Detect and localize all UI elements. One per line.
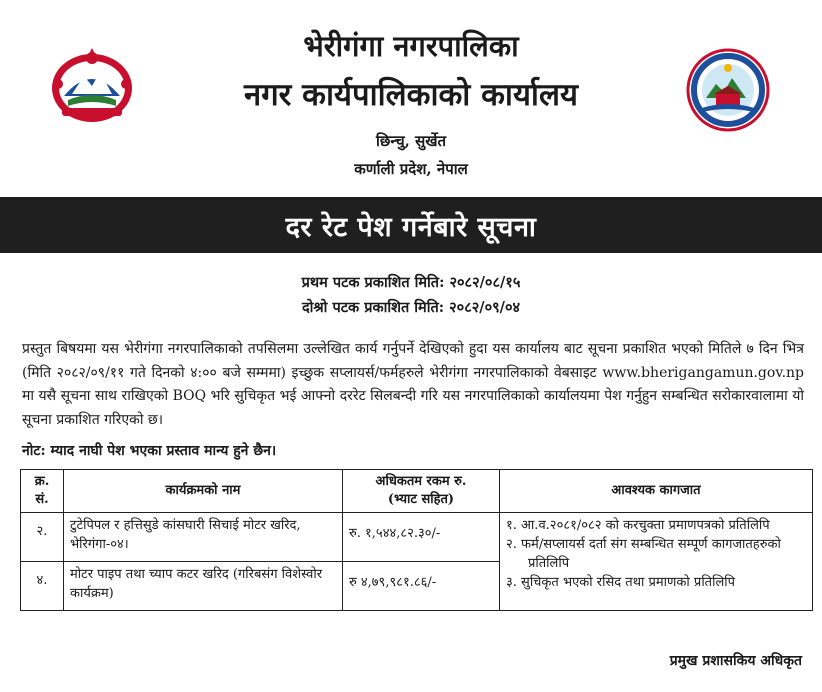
- notice-body: प्रस्तुत बिषयमा यस भेरीगंगा नगरपालिकाको तपसिलमा उल्लेखित कार्य गर्नुपर्ने देखिएको हुदा यस कार्यालय बाट सूचना प्रकाशित भएको मितिले ७ दिन भित्र (मिति २०८२/०९/११ गते दिनको ४:०० बजे सम्ममा) इच्छुक सप्लायर्स/फर्महरुले भेरीगंगा नगरपालिकाको वेबसाइट www.bherigangamun.gov.np मा यसै सूचना साथ राखिएको BOQ भरि सुचिकृत भई आफ्नो दररेट सिलबन्दी गरि यस नगरपालिकाको कार्यालयमा पेश गर्नुहुन सम्बन्धित सरोकारवालामा यो सूचना प्रकाशित गरिएको छ।: [22, 341, 804, 428]
- bheriganga-municipality-seal-icon: [686, 48, 770, 132]
- row-program-name: टुटेपिपल र हत्तिसुडे कांसघारी सिचाई मोटर खरिद, भेरिगंगा-०४।: [64, 513, 343, 562]
- row-serial: [21, 562, 64, 611]
- row-amount-text: रु ४,७९,९८१.८६/-: [349, 575, 437, 590]
- row-serial: [21, 513, 64, 562]
- office-province: कर्णाली प्रदेश, नेपाल: [354, 160, 468, 178]
- notice-note: नोट: म्याद नाघी पेश भएका प्रस्ताव मान्य हुने छैन।: [22, 443, 277, 459]
- notice-title: दर रेट पेश गर्नेबारे सूचना: [285, 211, 537, 243]
- table-header-row: [21, 470, 813, 513]
- header-program-name: कार्यक्रमको नाम: [64, 470, 343, 513]
- header-max-amount-sub: (भ्याट सहित): [387, 492, 455, 507]
- second-publication-date: दोश्रो पटक प्रकाशित मिति: २०८२/०९/०४: [301, 299, 521, 316]
- required-documents-list: [506, 516, 806, 592]
- row-program-name: मोटर पाइप तथा च्याप कटर खरिद (गरिबसंग विशेस्वोर कार्यक्रम): [64, 562, 343, 611]
- row-amount-text: रु. १,५४४,८२.३०/-: [349, 526, 441, 541]
- row-serial-text: ४.: [36, 573, 48, 588]
- row-serial-text: २.: [36, 524, 48, 539]
- document-item: ३. सुचिकृत भएको रसिद तथा प्रमाणको प्रतिलिपि: [506, 575, 736, 590]
- office-name: नगर कार्यपालिकाको कार्यालय: [244, 77, 578, 113]
- row-amount: [343, 562, 500, 611]
- row-amount: [343, 513, 500, 562]
- document-item: १. आ.व.२०८१/०८२ को करचुक्ता प्रमाणपत्रको प्रतिलिपि: [506, 518, 770, 533]
- header-max-amount-title: अधिकतम रकम रु.: [375, 474, 467, 489]
- office-location: छिन्चु, सुर्खेत: [375, 132, 447, 150]
- procurement-table: [20, 469, 813, 611]
- notice-title-banner: [0, 197, 822, 253]
- header-serial: क्र. सं.: [21, 470, 64, 513]
- nepal-government-emblem-icon: [44, 44, 140, 128]
- municipality-name: भेरीगंगा नगरपालिका: [303, 29, 519, 63]
- table-row: [21, 513, 813, 562]
- header-required-documents: आवश्यक कागजात: [500, 470, 813, 513]
- document-item: २. फर्म/सप्लायर्स दर्ता संग सम्बन्धित सम्पूर्ण कागजातहरुको प्रतिलिपि: [506, 537, 781, 571]
- required-documents-cell: [500, 513, 813, 611]
- signatory-title: प्रमुख प्रशासकिय अधिकृत: [669, 653, 802, 669]
- first-publication-date: प्रथम पटक प्रकाशित मिति: २०८२/०८/१५: [301, 274, 521, 291]
- header-max-amount: [343, 470, 500, 513]
